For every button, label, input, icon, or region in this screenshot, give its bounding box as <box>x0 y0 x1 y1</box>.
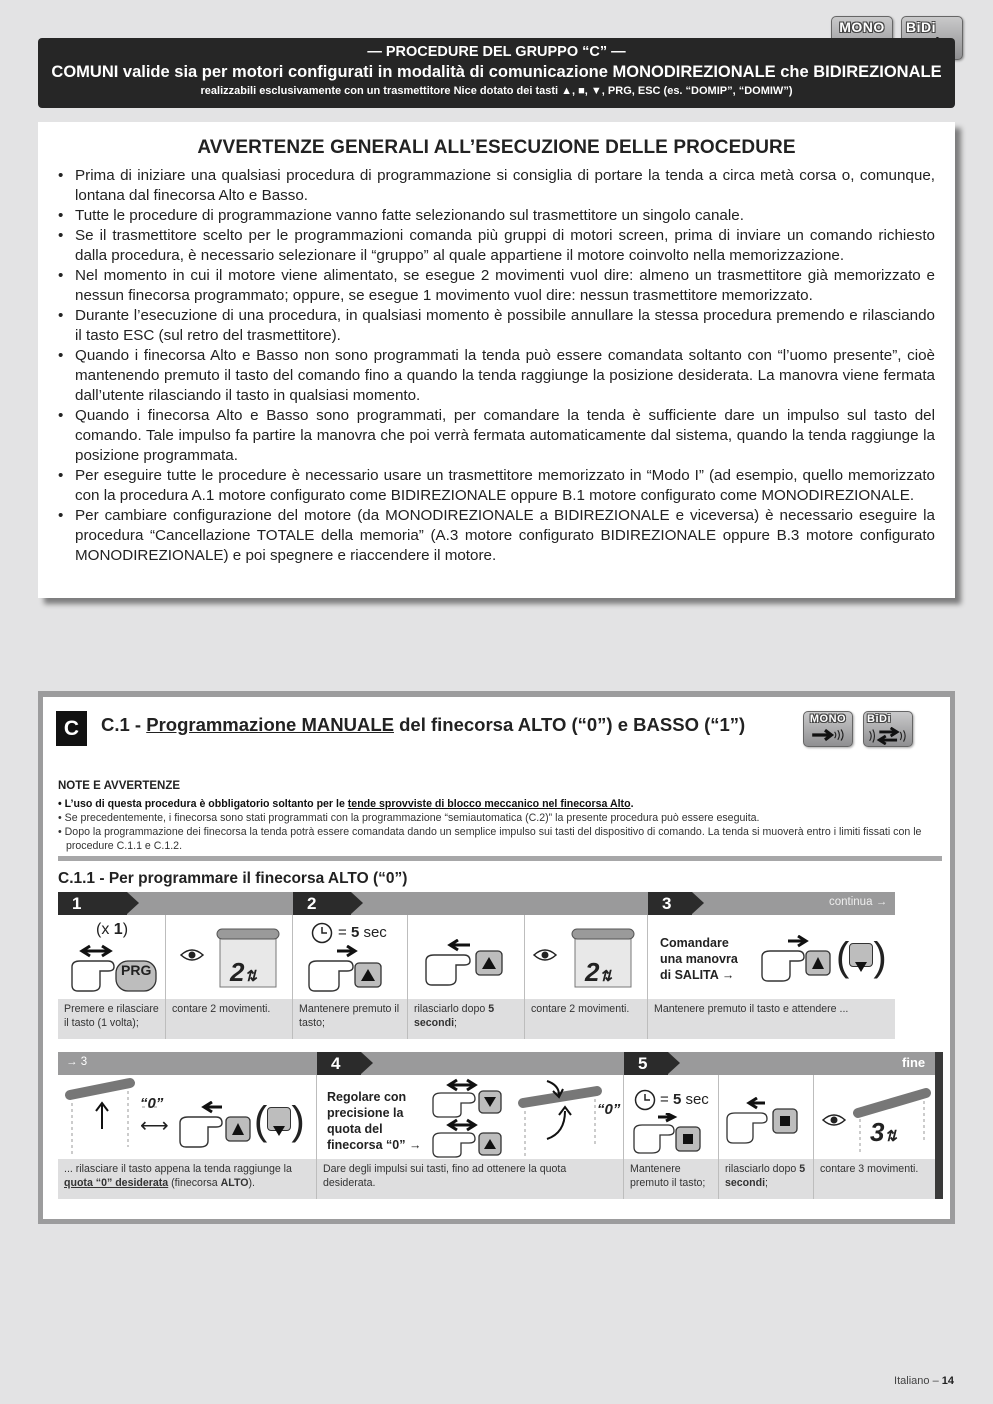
caption-text: rilasciarlo dopo <box>414 1003 489 1015</box>
title-underlined <box>146 714 394 735</box>
table2-side-band <box>935 1052 943 1199</box>
step5-hold-picture <box>624 1075 719 1159</box>
warnings-list <box>57 166 935 566</box>
caption-end: ; <box>765 1177 768 1189</box>
step3-picture <box>648 915 895 999</box>
warning-item: • Tutte le procedure di programmazione vanno fatte selezionando sul trasmettitore un singolo canale. <box>57 206 935 226</box>
step1-count-caption: contare 2 movimenti. <box>166 999 293 1039</box>
steps-table-2 <box>58 1052 935 1199</box>
notes-heading: NOTE E AVVERTENZE <box>58 780 181 792</box>
caption-end: ). <box>248 1177 255 1189</box>
eye-icon <box>822 1112 846 1128</box>
left-right-arrow-icon: ⟷ <box>140 1115 169 1137</box>
note1-text: • L’uso di questa procedura è obbligatorio soltanto per le <box>58 798 348 810</box>
footer-language: Italiano – <box>894 1375 942 1387</box>
table1-header-bar <box>58 892 895 915</box>
warnings-title: AVVERTENZE GENERALI ALL’ESECUZIONE DELLE PROCEDURE <box>197 137 796 158</box>
down-arrow-icon <box>267 1107 291 1131</box>
title-underlined-1: Programmazione <box>146 714 302 735</box>
warning-item: • Nel momento in cui il motore viene alimentato, se esegue 2 movimenti vuol dire: almeno un trasmettitore già memorizzato e nessun finecorsa programmato; oppure, se esegue 1 movimento vuol dire: nessun trasmettitore memorizzato. <box>57 266 935 306</box>
hand-press-stop-icon <box>632 1113 712 1157</box>
optional-down-key: ( ) <box>836 935 887 979</box>
press-count-number: 1 <box>113 921 123 938</box>
page-number: 14 <box>941 1375 954 1387</box>
bidi-badge-small: BiDi <box>863 711 913 747</box>
title-rest: del finecorsa ALTO (“0”) e BASSO (“1”) <box>393 714 746 735</box>
bidi-arrows-icon <box>868 727 910 745</box>
step1-count-picture <box>166 915 293 999</box>
hold-duration <box>338 924 387 941</box>
step5-count-caption: contare 3 movimenti. <box>814 1159 935 1199</box>
step5-release-picture <box>719 1075 814 1159</box>
press-count-open: (x <box>96 921 114 938</box>
down-arrow-icon <box>849 943 873 967</box>
step2-count-picture <box>525 915 648 999</box>
end-label: fine <box>902 1055 926 1070</box>
equals-sign: = <box>660 1091 669 1108</box>
step1-caption: Premere e rilasciare il tasto (1 volta); <box>58 999 166 1039</box>
blind-adjust-icon <box>517 1077 617 1159</box>
banner-title: — PROCEDURE DEL GRUPPO “C” — <box>367 44 626 60</box>
step2-release-caption <box>408 999 525 1039</box>
duration-number: 5 <box>350 924 360 941</box>
zero-limit-label: “0” <box>597 1101 621 1118</box>
movement-count-number: 2 <box>230 957 245 987</box>
hand-release-up-icon <box>178 1101 254 1151</box>
continued-step-number: 3 <box>80 1056 88 1068</box>
section-title <box>101 714 745 736</box>
page-footer <box>894 1375 954 1387</box>
step3-instruction-text: Comandare una manovra di SALITA <box>660 936 738 982</box>
note-item <box>58 797 945 811</box>
continue-text: continua <box>829 896 873 908</box>
up-down-arrows-icon: ⇅ <box>599 968 613 985</box>
mono-badge-small: MONO <box>803 711 853 747</box>
notes-list <box>58 797 945 853</box>
banner-note: realizzabili esclusivamente con un trasmettitore Nice dotato dei tasti ▲, ■, ▼, PRG, ESC (es. “DOMIP”, “DOMIW”) <box>200 85 793 97</box>
prg-key-label: PRG <box>121 962 152 978</box>
warning-item: • Quando i finecorsa Alto e Basso sono programmati, per comandare la tenda è sufficiente dare un impulso sul tasto del comando. Tale impulso fa partire la manovra che poi verrà fermata automaticamente dal sistema, quando la tenda raggiunge la posizione programmata. <box>57 406 935 466</box>
zero-limit-label: “0” <box>140 1095 164 1112</box>
movement-count <box>870 1117 897 1148</box>
arrow-right-icon: → <box>409 1138 422 1152</box>
mono-arrow-icon <box>808 727 850 743</box>
banner-subtitle: COMUNI valide sia per motori configurati in modalità di comunicazione MONODIREZIONALE che BIDIREZIONALE <box>51 63 942 81</box>
caption-bold-underlined: quota “0” desiderata <box>64 1177 169 1189</box>
hand-press-up-icon <box>760 935 836 985</box>
step-number: 4 <box>317 1052 361 1075</box>
general-warnings-box <box>38 122 955 598</box>
up-down-arrows-icon: ⇅ <box>884 1128 898 1145</box>
duration-unit: sec <box>685 1091 709 1108</box>
step4-instruction <box>327 1089 427 1153</box>
step-number: 2 <box>293 892 351 915</box>
movement-count <box>230 957 257 988</box>
arrow-right-icon: → <box>875 896 888 908</box>
warning-item: • Durante l’esecuzione di una procedura, in qualsiasi momento è possibile annullare la stessa procedura premendo e rilasciando il tasto ESC (sul retro del trasmettitore). <box>57 306 935 346</box>
movement-count-number: 2 <box>585 957 600 987</box>
duration-unit: sec <box>363 924 387 941</box>
step5-count-picture <box>814 1075 935 1159</box>
warning-item: • Prima di iniziare una qualsiasi procedura di programmazione si consiglia di portare la tenda a circa metà corsa o, comunque, lontana dal finecorsa Alto e Basso. <box>57 166 935 206</box>
step3-instruction <box>660 935 752 983</box>
step5-release-caption <box>719 1159 814 1199</box>
press-count <box>96 921 128 939</box>
step3-caption: Mantenere premuto il tasto e attendere ... <box>648 999 895 1039</box>
up-down-arrows-icon: ⇅ <box>244 968 258 985</box>
caption-bold: 5 secondi <box>725 1163 806 1189</box>
note1-underlined: tende sprovviste di blocco meccanico nel finecorsa Alto <box>347 798 631 810</box>
section-divider <box>58 856 942 861</box>
hand-release-up-icon <box>424 939 514 989</box>
step-number: 1 <box>58 892 127 915</box>
procedure-group-banner <box>38 38 955 108</box>
step3-continuation-picture <box>58 1075 317 1159</box>
optional-down-key: ( ) <box>254 1099 305 1143</box>
hold-duration <box>660 1091 709 1108</box>
warning-item: • Per cambiare configurazione del motore (da MONODIREZIONALE a BIDIREZIONALE e viceversa) è necessario eseguire la procedura “Cancellazione TOTALE della memoria” (A.3 motore configurato BIDIREZIONALE oppure B.3 motore configurato MONODIREZIONALE) e poi spegnere e riaccendere il motore. <box>57 506 935 566</box>
subsection-title: C.1.1 - Per programmare il finecorsa ALTO (“0”) <box>58 870 408 887</box>
caption-text-2: (finecorsa <box>168 1177 221 1189</box>
step1-picture <box>58 915 166 999</box>
step4-caption: Dare degli impulsi sui tasti, fino ad ottenere la quota desiderata. <box>317 1159 624 1199</box>
step2-hold-picture <box>293 915 408 999</box>
bidi-badge: BiDi <box>901 16 963 60</box>
caption-text: rilasciarlo dopo <box>725 1163 800 1175</box>
note1-end: . <box>630 798 634 810</box>
caption-bold: ALTO <box>220 1177 249 1189</box>
eye-icon <box>533 947 557 963</box>
steps-table-1 <box>58 892 895 1039</box>
press-count-close: ) <box>122 921 129 938</box>
clock-icon <box>311 922 333 944</box>
arrow-right-icon: → <box>66 1056 78 1068</box>
table2-header-bar <box>58 1052 935 1075</box>
movement-count <box>585 957 612 988</box>
step5-hold-caption: Mantenere premuto il tasto; <box>624 1159 719 1199</box>
clock-icon <box>634 1089 656 1111</box>
step2-hold-caption: Mantenere premuto il tasto; <box>293 999 408 1039</box>
continued-from-step <box>66 1056 87 1068</box>
caption-end: ; <box>454 1017 457 1029</box>
section-letter: C <box>56 711 87 746</box>
step-number: 3 <box>648 892 692 915</box>
step2-release-picture <box>408 915 525 999</box>
note-item: • Se precedentemente, i finecorsa sono stati programmati con la programmazione “semiautomatica (C.2)” la presente procedura può essere eseguita. <box>58 812 760 824</box>
duration-number: 5 <box>672 1091 682 1108</box>
warning-item: • Quando i finecorsa Alto e Basso non sono programmati la tenda può essere comandata soltanto con “l’uomo presente”, cioè mantenendo premuto il tasto del comando fino a quando la tenda raggiunge la posizione desiderata. La manovra viene fermata dall’utente rilasciando il tasto in qualsiasi momento. <box>57 346 935 406</box>
hand-press-up-icon <box>307 945 397 995</box>
eye-icon <box>180 947 204 963</box>
caption-bold: 5 secondi <box>414 1003 495 1029</box>
section-c <box>38 691 955 1224</box>
hand-release-stop-icon <box>725 1097 805 1147</box>
step2-count-caption: contare 2 movimenti. <box>525 999 648 1039</box>
hand-adjust-keys-icon <box>431 1077 521 1159</box>
caption-text: ... rilasciare il tasto appena la tenda raggiunge la <box>64 1163 292 1175</box>
title-underlined-2: MANUALE <box>301 714 394 735</box>
step4-picture <box>317 1075 624 1159</box>
note-item: • Dopo la programmazione dei finecorsa la tenda potrà essere comandata dando un semplice impulso sui tasti del dispositivo di comando. La tenda si muoverà entro i limiti fissati con le procedure C.1.1 e C.1.2. <box>58 826 922 852</box>
warning-item: • Per eseguire tutte le procedure è necessario usare un trasmettitore memorizzato in “Modo I” (ad esempio, quello memorizzato con la procedura A.1 motore configurato come BIDIREZIONALE oppure B.1 motore configurato come MONODIREZIONALE. <box>57 466 935 506</box>
title-prefix: C.1 - <box>101 714 147 735</box>
step4-instruction-text: Regolare con precisione la quota del finecorsa “0” <box>327 1090 407 1152</box>
step-number: 5 <box>624 1052 668 1075</box>
mono-badge: MONO <box>831 16 893 60</box>
arrow-right-icon: → <box>721 968 735 982</box>
movement-count-number: 3 <box>870 1117 885 1147</box>
equals-sign: = <box>338 924 347 941</box>
continue-label <box>829 896 887 908</box>
warning-item: • Se il trasmettitore scelto per le programmazioni comanda più gruppi di motori screen, prima di inviare un comando richiesto dalla procedura, è necessario selezionare il “gruppo” al quale appartiene il motore coinvolto nella memorizzazione. <box>57 226 935 266</box>
step3-release-caption <box>58 1159 317 1199</box>
